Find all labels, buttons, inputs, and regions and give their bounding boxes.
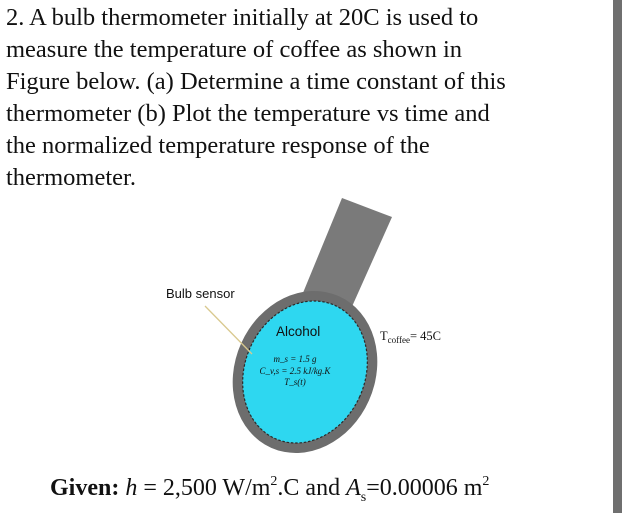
problem-line: Figure below. (a) Determine a time constant of this — [6, 68, 506, 95]
problem-line: 2. A bulb thermometer initially at 20C is used to — [6, 4, 479, 31]
page-right-border — [613, 0, 622, 513]
problem-line: thermometer (b) Plot the temperature vs time and — [6, 100, 490, 127]
alcohol-label: Alcohol — [276, 324, 321, 339]
a-value: =0.00006 m — [366, 475, 483, 501]
given-label: Given: — [50, 475, 120, 501]
coffee-temperature-label — [380, 329, 441, 345]
bulb-sensor-leader-line — [205, 306, 252, 354]
t-value: = 45C — [409, 329, 441, 343]
h-unit-tail: .C and — [277, 475, 347, 501]
a-exponent: 2 — [482, 474, 490, 489]
property-line: C_v,s = 2.5 kJ/kg.K — [259, 365, 331, 376]
t-symbol: T — [380, 329, 388, 343]
problem-line: measure the temperature of coffee as shown in — [6, 36, 463, 63]
problem-line: the normalized temperature response of the — [6, 132, 430, 159]
h-symbol: h — [125, 475, 138, 501]
a-subscript: s — [360, 490, 367, 505]
problem-line: thermometer. — [6, 164, 136, 191]
bulb-sensor-label: Bulb sensor — [166, 286, 235, 301]
given-line — [50, 474, 490, 505]
property-line: m_s = 1.5 g — [273, 354, 317, 364]
sensor-properties — [250, 354, 340, 389]
t-subscript: coffee — [387, 335, 410, 345]
a-symbol: A — [346, 475, 361, 501]
property-line: T_s(t) — [284, 377, 306, 387]
h-exponent: 2 — [270, 474, 278, 489]
h-value: = 2,500 W/m — [137, 475, 271, 501]
